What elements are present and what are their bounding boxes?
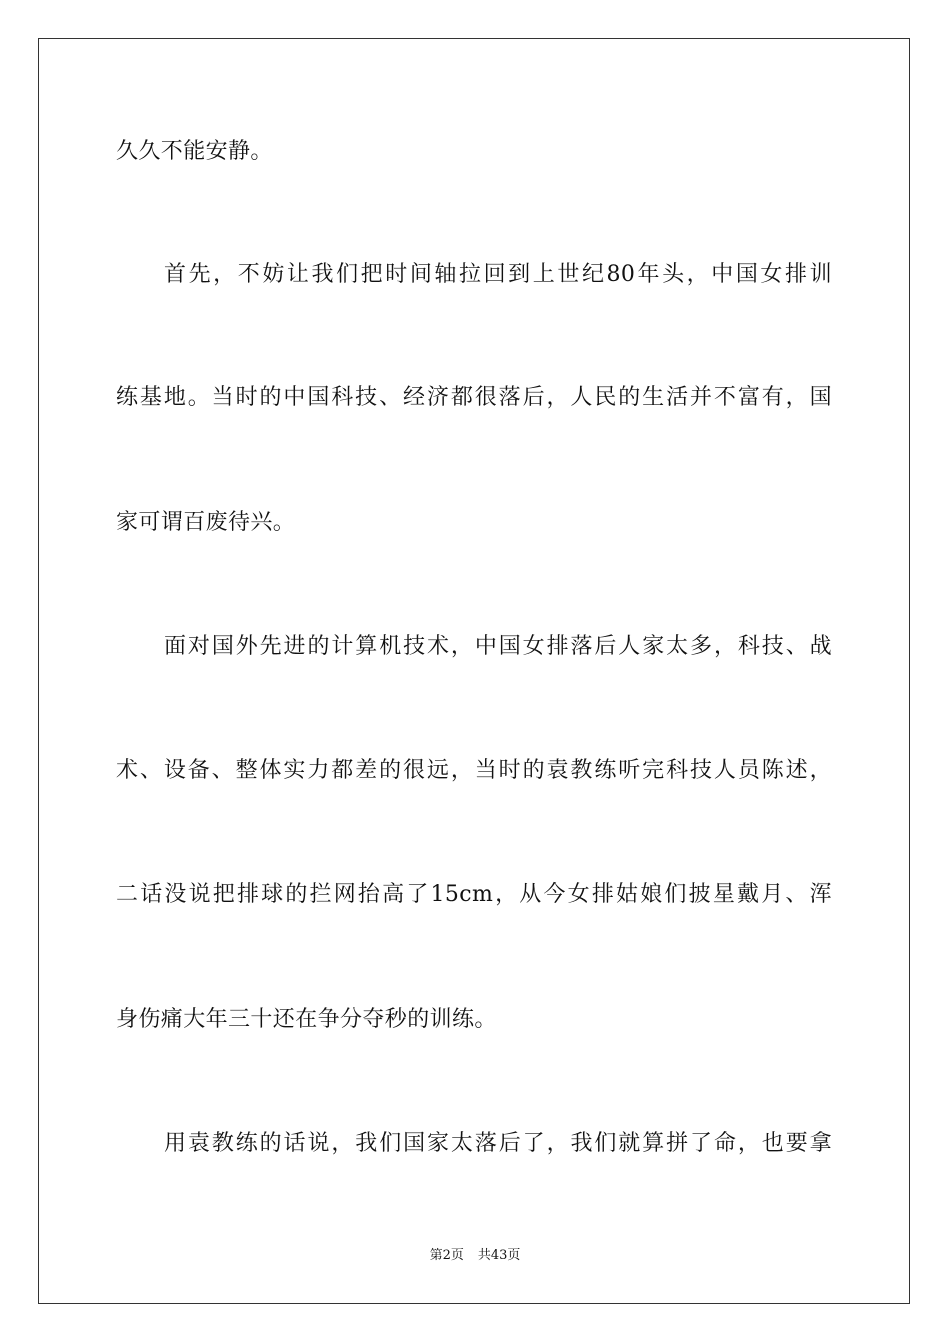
text-line-7: 二话没说把排球的拦网抬高了15cm，从今女排姑娘们披星戴月、浑 [116,882,832,907]
text-line-6: 术、设备、整体实力都差的很远，当时的袁教练听完科技人员陈述， [116,758,832,783]
page-border [38,38,910,1304]
text-line-2: 首先，不妨让我们把时间轴拉回到上世纪80年头，中国女排训 [164,262,832,287]
text-line-1: 久久不能安静。 [116,139,273,164]
text-line-4: 家可谓百废待兴。 [116,510,296,535]
page-number: 第2页 [429,1248,464,1263]
text-line-8: 身伤痛大年三十还在争分夺秒的训练。 [116,1007,497,1032]
text-line-9: 用袁教练的话说，我们国家太落后了，我们就算拼了命，也要拿 [164,1131,832,1156]
text-line-5: 面对国外先进的计算机技术，中国女排落后人家太多，科技、战 [164,634,832,659]
page-footer [0,1247,950,1265]
text-line-3: 练基地。当时的中国科技、经济都很落后，人民的生活并不富有，国 [116,385,832,410]
page-total: 共43页 [477,1248,521,1263]
